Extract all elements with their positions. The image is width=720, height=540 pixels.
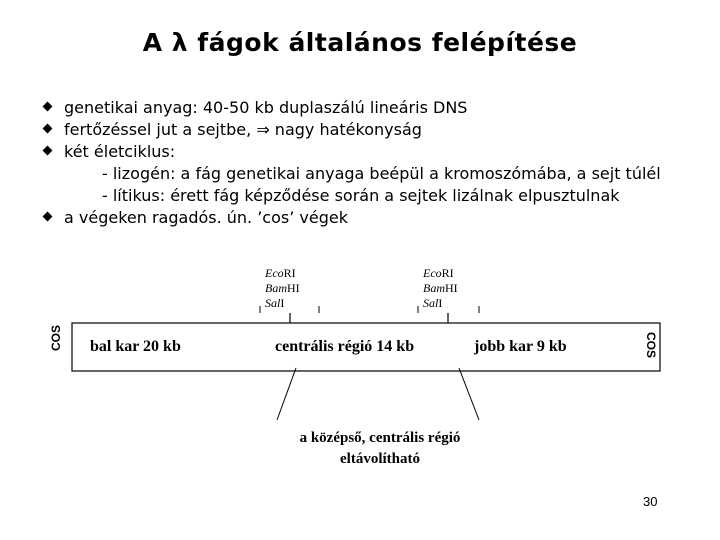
note-line-1: a középső, centrális régió — [299, 430, 461, 446]
restriction-sites-left — [265, 266, 300, 311]
bullet-text: fertőzéssel jut a sejtbe, ⇒ nagy hatékonyság — [64, 120, 422, 139]
pointer-line-right — [459, 368, 479, 420]
sali-label: SalI — [423, 296, 443, 310]
sub-bullet-text: - lizogén: a fág genetikai anyaga beépül a kromoszómába, a sejt túlél — [102, 164, 661, 183]
central-region-note — [260, 428, 500, 470]
note-line-2: eltávolítható — [340, 451, 420, 467]
sali-label: SalI — [265, 296, 285, 310]
right-arm-label: jobb kar 9 kb — [474, 338, 567, 355]
page-number: 30 — [643, 494, 658, 509]
bullet-text: a végeken ragadós. ún. ’cos’ végek — [64, 208, 348, 227]
diamond-bullet-icon — [43, 212, 53, 222]
left-arm-label: bal kar 20 kb — [90, 338, 181, 355]
sub-bullet-text: - lítikus: érett fág képződése során a sejtek lizálnak elpusztulnak — [102, 186, 620, 205]
ecori-label: EcoRI — [265, 266, 296, 280]
central-region-label: centrális régió 14 kb — [275, 338, 415, 355]
bamhi-label: BamHI — [423, 281, 458, 295]
pointer-line-left — [277, 368, 296, 420]
restriction-sites-right — [423, 266, 458, 311]
cos-right-label: COS — [644, 331, 658, 358]
slide-title: A λ fágok általános felépítése — [142, 28, 578, 57]
cos-left-label: COS — [49, 325, 63, 352]
diamond-bullet-icon — [43, 124, 53, 134]
bullet-text: genetikai anyag: 40-50 kb duplaszálú lineáris DNS — [64, 98, 468, 117]
ecori-label: EcoRI — [423, 266, 454, 280]
bullet-text: két életciklus: — [64, 142, 176, 161]
diamond-bullet-icon — [43, 102, 53, 112]
diamond-bullet-icon — [43, 146, 53, 156]
bamhi-label: BamHI — [265, 281, 300, 295]
